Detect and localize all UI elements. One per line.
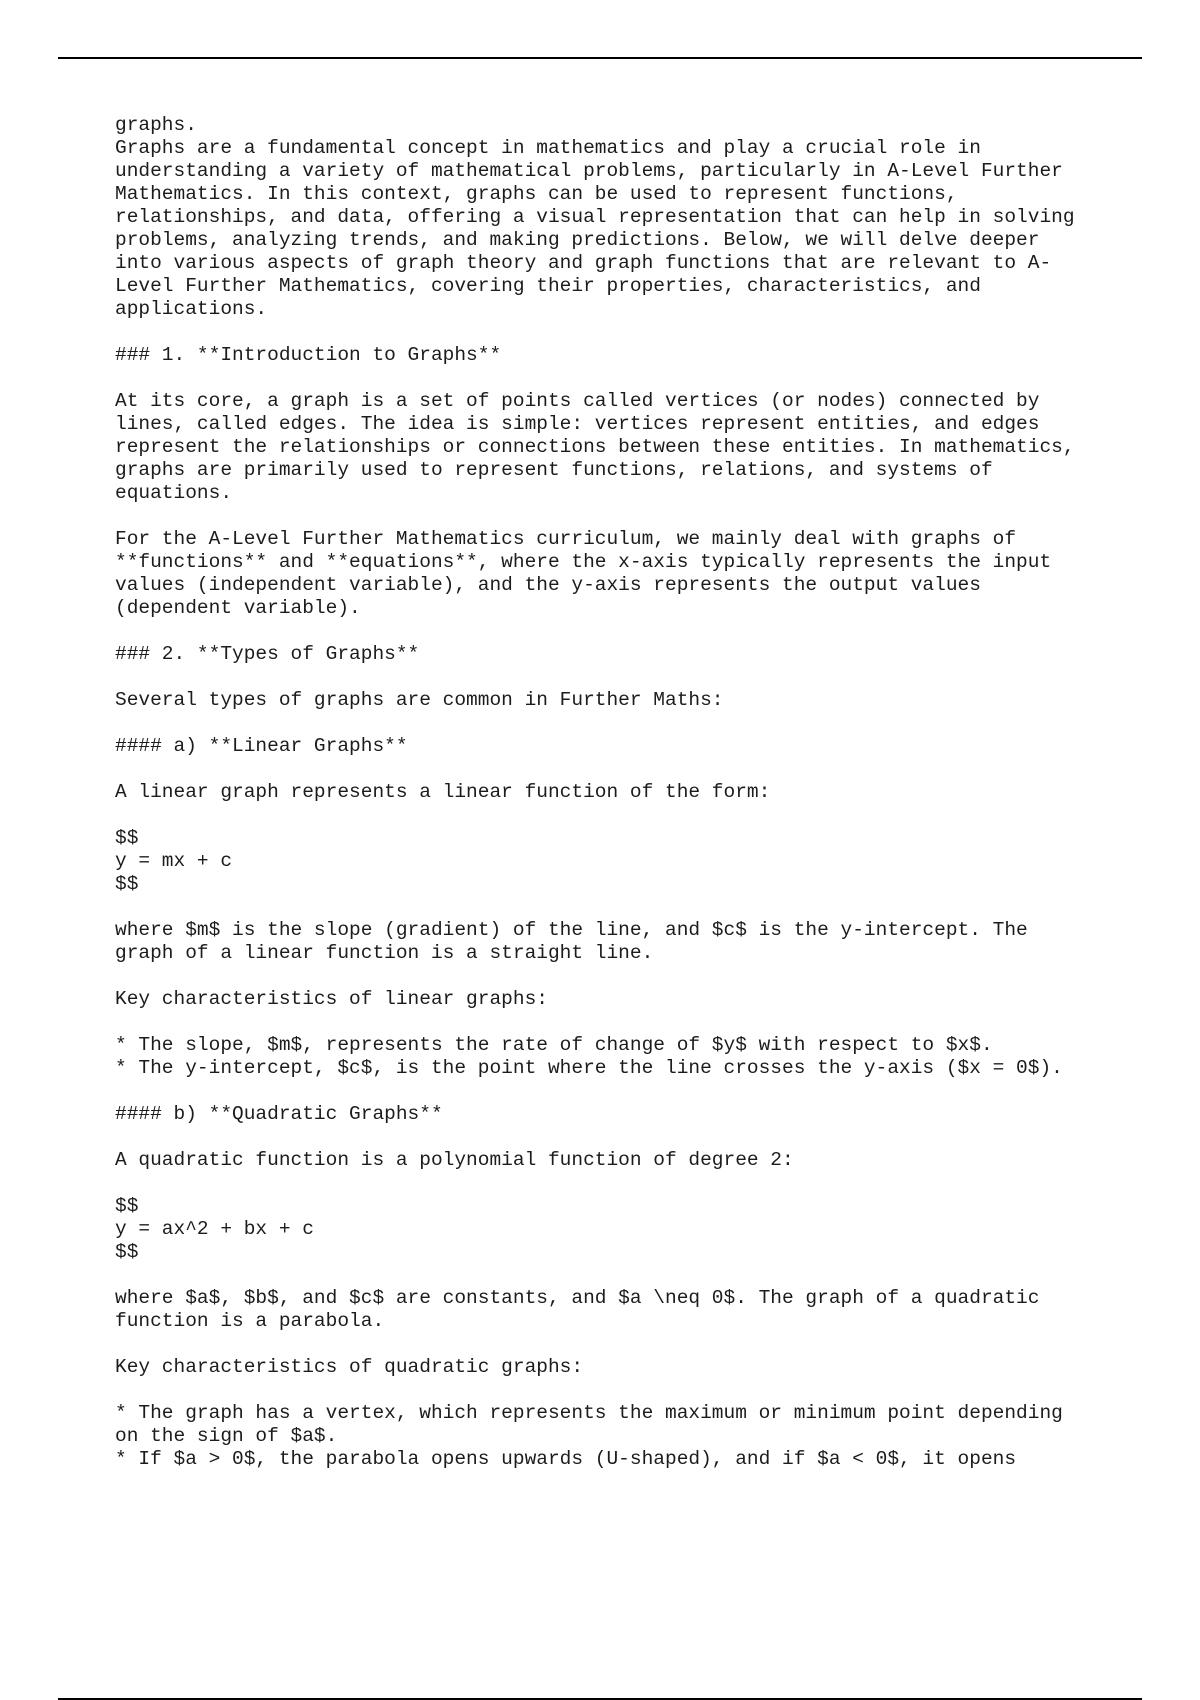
text-line: where $m$ is the slope (gradient) of the line, and $c$ is the y-intercept. The [115, 919, 1028, 941]
text-line: problems, analyzing trends, and making predictions. Below, we will delve deeper [115, 229, 1040, 251]
text-line: Mathematics. In this context, graphs can be used to represent functions, [115, 183, 958, 205]
blank-line [115, 620, 1145, 643]
document-body [115, 114, 1145, 1471]
blank-line [115, 758, 1145, 781]
text-line: graphs are primarily used to represent functions, relations, and systems of [115, 459, 993, 481]
page-top-rule [58, 57, 1142, 59]
blank-line [115, 896, 1145, 919]
text-line: Graphs are a fundamental concept in mathematics and play a crucial role in [115, 137, 981, 159]
blank-line [115, 505, 1145, 528]
blank-line [115, 1264, 1145, 1287]
text-line: applications. [115, 298, 268, 320]
text-line: #### a) **Linear Graphs** [115, 735, 408, 757]
text-line: A linear graph represents a linear function of the form: [115, 781, 771, 803]
text-line: relationships, and data, offering a visual representation that can help in solving [115, 206, 1075, 228]
text-line: At its core, a graph is a set of points called vertices (or nodes) connected by [115, 390, 1040, 412]
text-line: function is a parabola. [115, 1310, 385, 1332]
text-line: ### 2. **Types of Graphs** [115, 643, 420, 665]
text-line: equations. [115, 482, 233, 504]
text-line: * The y-intercept, $c$, is the point where the line crosses the y-axis ($x = 0$). [115, 1057, 1063, 1079]
text-line: on the sign of $a$. [115, 1425, 338, 1447]
text-line: **functions** and **equations**, where the x-axis typically represents the input [115, 551, 1052, 573]
blank-line [115, 1333, 1145, 1356]
text-line: graph of a linear function is a straight line. [115, 942, 654, 964]
text-line: y = ax^2 + bx + c [115, 1218, 314, 1240]
text-line: values (independent variable), and the y-axis represents the output values [115, 574, 981, 596]
text-line: $$ [115, 1241, 139, 1263]
blank-line [115, 1080, 1145, 1103]
text-line: $$ [115, 827, 139, 849]
text-line: * If $a > 0$, the parabola opens upwards (U-shaped), and if $a < 0$, it opens [115, 1448, 1017, 1470]
text-line: into various aspects of graph theory and graph functions that are relevant to A- [115, 252, 1052, 274]
blank-line [115, 965, 1145, 988]
blank-line [115, 666, 1145, 689]
text-line: $$ [115, 873, 139, 895]
blank-line [115, 804, 1145, 827]
blank-line [115, 712, 1145, 735]
text-line: A quadratic function is a polynomial function of degree 2: [115, 1149, 794, 1171]
blank-line [115, 1011, 1145, 1034]
blank-line [115, 367, 1145, 390]
text-line: y = mx + c [115, 850, 233, 872]
blank-line [115, 1379, 1145, 1402]
text-line: represent the relationships or connections between these entities. In mathematics, [115, 436, 1075, 458]
text-line: understanding a variety of mathematical problems, particularly in A-Level Further [115, 160, 1063, 182]
text-line: #### b) **Quadratic Graphs** [115, 1103, 443, 1125]
text-line: Key characteristics of linear graphs: [115, 988, 548, 1010]
text-line: * The graph has a vertex, which represents the maximum or minimum point depending [115, 1402, 1063, 1424]
text-line: Key characteristics of quadratic graphs: [115, 1356, 584, 1378]
text-line: $$ [115, 1195, 139, 1217]
text-line: Several types of graphs are common in Further Maths: [115, 689, 724, 711]
text-line: * The slope, $m$, represents the rate of change of $y$ with respect to $x$. [115, 1034, 993, 1056]
text-line: lines, called edges. The idea is simple: vertices represent entities, and edges [115, 413, 1040, 435]
text-line: For the A-Level Further Mathematics curriculum, we mainly deal with graphs of [115, 528, 1017, 550]
text-line: graphs. [115, 114, 197, 136]
blank-line [115, 1126, 1145, 1149]
text-line: where $a$, $b$, and $c$ are constants, and $a \neq 0$. The graph of a quadratic [115, 1287, 1040, 1309]
blank-line [115, 1172, 1145, 1195]
text-line: (dependent variable). [115, 597, 361, 619]
text-line: ### 1. **Introduction to Graphs** [115, 344, 502, 366]
blank-line [115, 321, 1145, 344]
text-line: Level Further Mathematics, covering their properties, characteristics, and [115, 275, 981, 297]
